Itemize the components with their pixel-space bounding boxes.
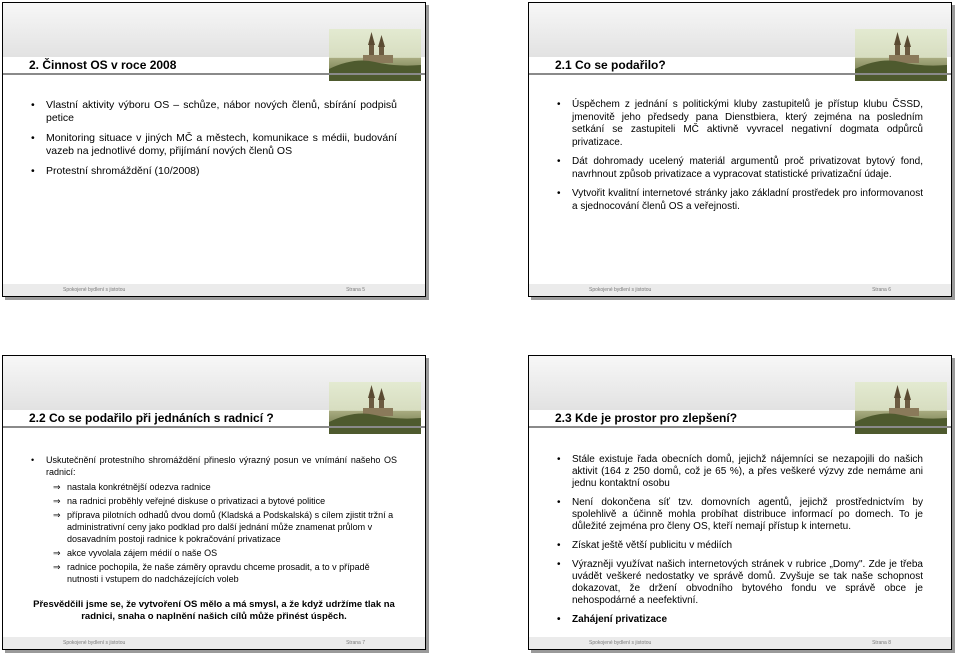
slide-body — [31, 454, 397, 623]
footer-page-number: Strana 5 — [346, 287, 365, 293]
bullet-item: • Úspěchem z jednání s politickými kluby zastupitelů je přístup klubu ČSSD, jmenovitě jeho předsedy pana Dienstbiera, který zejména na posledním setkání se zastupiteli MČ aktivně vyvracel negativní dogmata odpůrců privatizace. — [557, 99, 923, 148]
bullet-item: • Získat ještě větší publicitu v médiích — [557, 540, 733, 551]
bullet-icon: • — [557, 454, 561, 465]
conclusion-text: Přesvědčili jsme se, že vytvoření OS mělo a má smysl, a že když udržíme tlak na radnici, snaha o naplnění našich cílů může přinést úspěch. — [33, 599, 395, 622]
bullet-icon: • — [31, 99, 35, 111]
footer-page-number: Strana 6 — [872, 287, 891, 293]
bullet-item: • Protestní shromáždění (10/2008) — [31, 165, 200, 177]
bullet-icon: • — [31, 455, 35, 465]
arrow-item: ⇒ akce vyvolala zájem médií o naše OS — [53, 548, 218, 558]
footer-page-number: Strana 7 — [346, 640, 365, 646]
bullet-item: • Dát dohromady ucelený materiál argumentů proč privatizovat bytový fond, navrhnout způsob privatizace a vypracovat statistické privatizační údaje. — [557, 156, 923, 180]
footer-slogan: Spokojené bydlení s jistotou — [589, 287, 652, 293]
arrow-item: ⇒ radnice pochopila, že naše záměry opravdu chceme prosadit, a to v případě nutnosti i vstupem do nadcházejících voleb — [53, 562, 370, 584]
slide-body — [31, 99, 397, 185]
arrow-icon: ⇒ — [53, 548, 61, 558]
slide-title: 2.2 Co se podařilo při jednáních s radnicí ? — [29, 411, 274, 425]
title-divider — [3, 73, 425, 75]
arrow-icon: ⇒ — [53, 482, 61, 492]
arrow-item: ⇒ nastala konkrétnější odezva radnice — [53, 482, 211, 492]
bullet-item: • Vlastní aktivity výboru OS – schůze, nábor nových členů, sbírání podpisů petice — [31, 99, 397, 124]
bullet-icon: • — [31, 132, 35, 144]
slide-footer — [529, 284, 951, 296]
bullet-item: • Uskutečnění protestního shromáždění přineslo výrazný posun ve vnímání našeho OS radnicí: — [31, 455, 397, 477]
bullet-icon: • — [557, 188, 561, 199]
bullet-item: • Stále existuje řada obecních domů, jejichž nájemníci se nezapojili do našich aktivit (164 z 250 domů, což je 65 %), a přes veškeré výzvy zde nemáme ani jednu kontaktní osobu — [557, 454, 923, 489]
footer-page-number: Strana 8 — [872, 640, 891, 646]
footer-slogan: Spokojené bydlení s jistotou — [63, 287, 126, 293]
slide-body — [557, 454, 923, 633]
bullet-icon: • — [557, 99, 561, 110]
bullet-item: • Monitoring situace v jiných MČ a městech, komunikace s médii, budování vazeb na jednotlivé domy, přijímání nových členů OS — [31, 132, 397, 157]
slide-footer — [529, 637, 951, 649]
title-divider — [529, 426, 951, 428]
slide-4[interactable] — [528, 355, 952, 650]
bullet-icon: • — [557, 559, 561, 570]
footer-slogan: Spokojené bydlení s jistotou — [589, 640, 652, 646]
arrow-icon: ⇒ — [53, 562, 61, 572]
bullet-item: • Vytvořit kvalitní internetové stránky jako základní prostředek pro informovanost a sjednocování členů OS a veřejnosti. — [557, 188, 923, 212]
bullet-icon: • — [557, 497, 561, 508]
title-divider — [3, 426, 425, 428]
slide-title: 2. Činnost OS v roce 2008 — [29, 58, 177, 72]
slide-body — [557, 99, 923, 220]
arrow-icon: ⇒ — [53, 496, 61, 506]
bullet-icon: • — [557, 614, 561, 625]
arrow-icon: ⇒ — [53, 510, 61, 520]
bullet-icon: • — [557, 156, 561, 167]
slide-3[interactable] — [2, 355, 426, 650]
footer-slogan: Spokojené bydlení s jistotou — [63, 640, 126, 646]
title-divider — [529, 73, 951, 75]
bullet-item: • Výrazněji využívat našich internetových stránek v rubrice „Domy". Zde je třeba uvádět veškeré nedostatky ve správě domů. Zvyšuje se tak naše schopnost dokazovat, že držení obvodního bytového fondu ve správě obce je nehospodárné a neefektivní. — [557, 559, 923, 606]
slide-2[interactable] — [528, 2, 952, 297]
bullet-icon: • — [557, 540, 561, 551]
slide-1[interactable] — [2, 2, 426, 297]
arrow-item: ⇒ příprava pilotních odhadů dvou domů (Kladská a Podskalská) s cílem zjistit tržní a administrativní ceny jako podklad pro další jednání může znamenat průlom v dosavadním postoji radnice k pokračování privatizace — [53, 510, 394, 544]
slide-title: 2.3 Kde je prostor pro zlepšení? — [555, 411, 738, 425]
bullet-item: • Není dokončena síť tzv. domovních agentů, jejichž prostřednictvím by spolehlivě a účinně mohla probíhat distribuce informací po domech. To je důležité zejména pro členy OS, kteří nemají přístup k internetu. — [557, 497, 923, 532]
bullet-item: • Zahájení privatizace — [557, 614, 668, 625]
slide-footer — [3, 284, 425, 296]
bullet-icon: • — [31, 165, 35, 177]
arrow-item: ⇒ na radnici proběhly veřejné diskuse o privatizaci a bytové politice — [53, 496, 326, 506]
slide-footer — [3, 637, 425, 649]
slide-title: 2.1 Co se podařilo? — [555, 58, 666, 72]
